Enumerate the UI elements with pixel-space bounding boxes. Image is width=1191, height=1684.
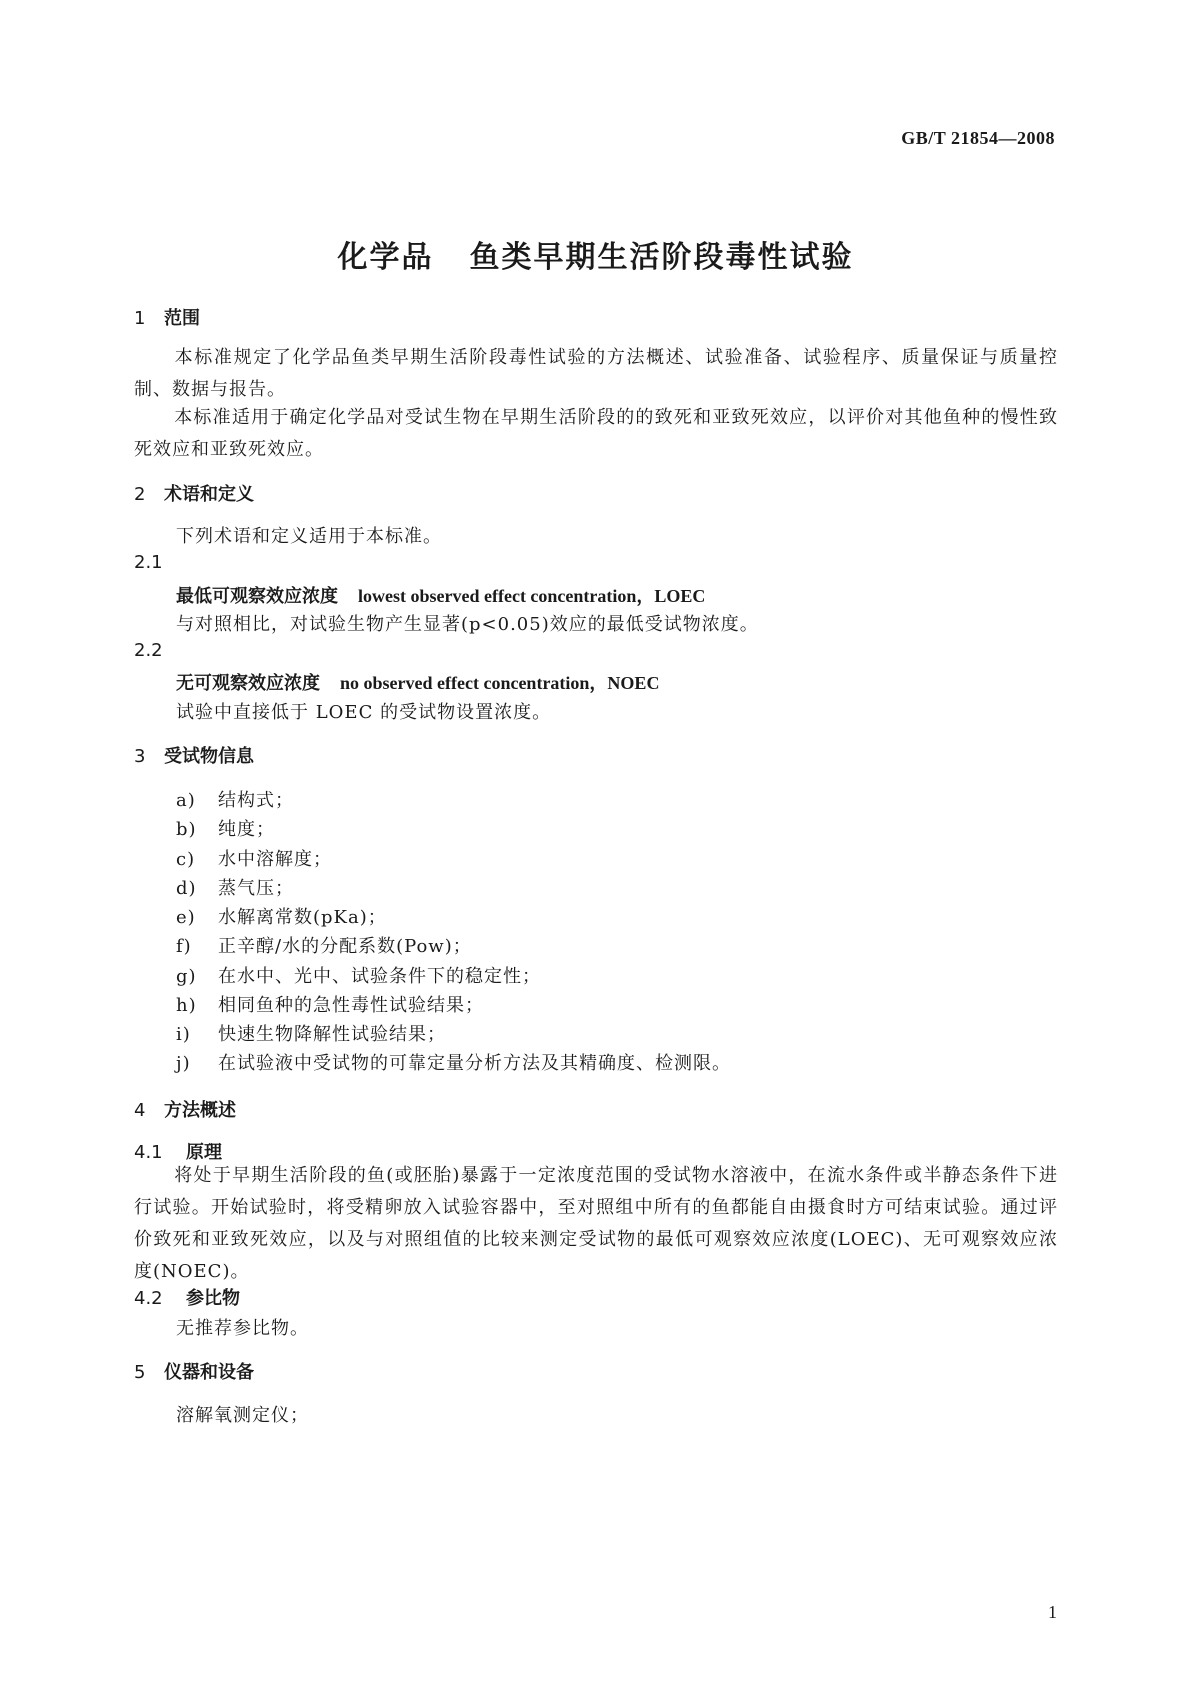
term-2-2-definition: 试验中直接低于 LOEC 的受试物设置浓度。 [176,702,552,723]
standard-number: GB/T 21854—2008 [901,128,1055,148]
list-item: d) 蒸气压； [176,878,294,899]
list-item: a) 结构式； [176,790,294,811]
section-4-1-para: 将处于早期生活阶段的鱼(或胚胎)暴露于一定浓度范围的受试物水溶液中，在流水条件或半静态条件下进行试验。开始试验时，将受精卵放入试验容器中，至对照组中所有的鱼都能自由摄食时方可结束试验。通过评价致死和亚致死效应，以及与对照组值的比较来测定受试物的最低可观察效应浓度(LOEC)、无可观察效应浓度(NOEC)。 [134,1165,1058,1282]
term-2-1-definition: 与对照相比，对试验生物产生显著(p<0.05)效应的最低受试物浓度。 [176,614,759,635]
section-5-heading: 5 仪器和设备 [134,1362,254,1383]
list-item: f) 正辛醇/水的分配系数(Pow)； [176,936,472,957]
term-2-2: 无可观察效应浓度 no observed effect concentration，NOEC [176,673,660,694]
list-item: i) 快速生物降解性试验结果； [176,1024,446,1045]
section-1-para-1: 本标准规定了化学品鱼类早期生活阶段毒性试验的方法概述、试验准备、试验程序、质量保证与质量控制、数据与报告。 [134,347,1058,400]
section-1-para-2: 本标准适用于确定化学品对受试生物在早期生活阶段的的致死和亚致死效应，以评价对其他鱼种的慢性致死效应和亚致死效应。 [134,407,1058,460]
section-4-2-para: 无推荐参比物。 [176,1318,309,1339]
list-item: c) 水中溶解度； [176,849,332,870]
section-2-intro: 下列术语和定义适用于本标准。 [176,526,442,547]
section-2-heading: 2 术语和定义 [134,484,254,505]
section-1-heading: 1 范围 [134,308,200,329]
page-number: 1 [1048,1602,1057,1622]
list-item: j) 在试验液中受试物的可靠定量分析方法及其精确度、检测限。 [176,1053,731,1074]
page-title [0,232,1191,276]
list-item: h) 相同鱼种的急性毒性试验结果； [176,995,484,1016]
title-part1: 化学品 [337,240,434,275]
section-4-1-heading: 4.1 原理 [134,1142,222,1163]
list-item: e) 水解离常数(pKa)； [176,907,387,928]
list-item: b) 纯度； [176,819,275,840]
list-item: g) 在水中、光中、试验条件下的稳定性； [176,966,541,987]
section-4-2-heading: 4.2 参比物 [134,1288,240,1309]
term-2-1-number: 2.1 [134,552,163,573]
section-4-heading: 4 方法概述 [134,1100,236,1121]
section-5-para: 溶解氧测定仪； [176,1405,309,1426]
term-2-1: 最低可观察效应浓度 lowest observed effect concentration，LOEC [176,586,706,607]
title-part2: 鱼类早期生活阶段毒性试验 [469,240,854,275]
term-2-2-number: 2.2 [134,640,163,661]
section-3-heading: 3 受试物信息 [134,746,254,767]
